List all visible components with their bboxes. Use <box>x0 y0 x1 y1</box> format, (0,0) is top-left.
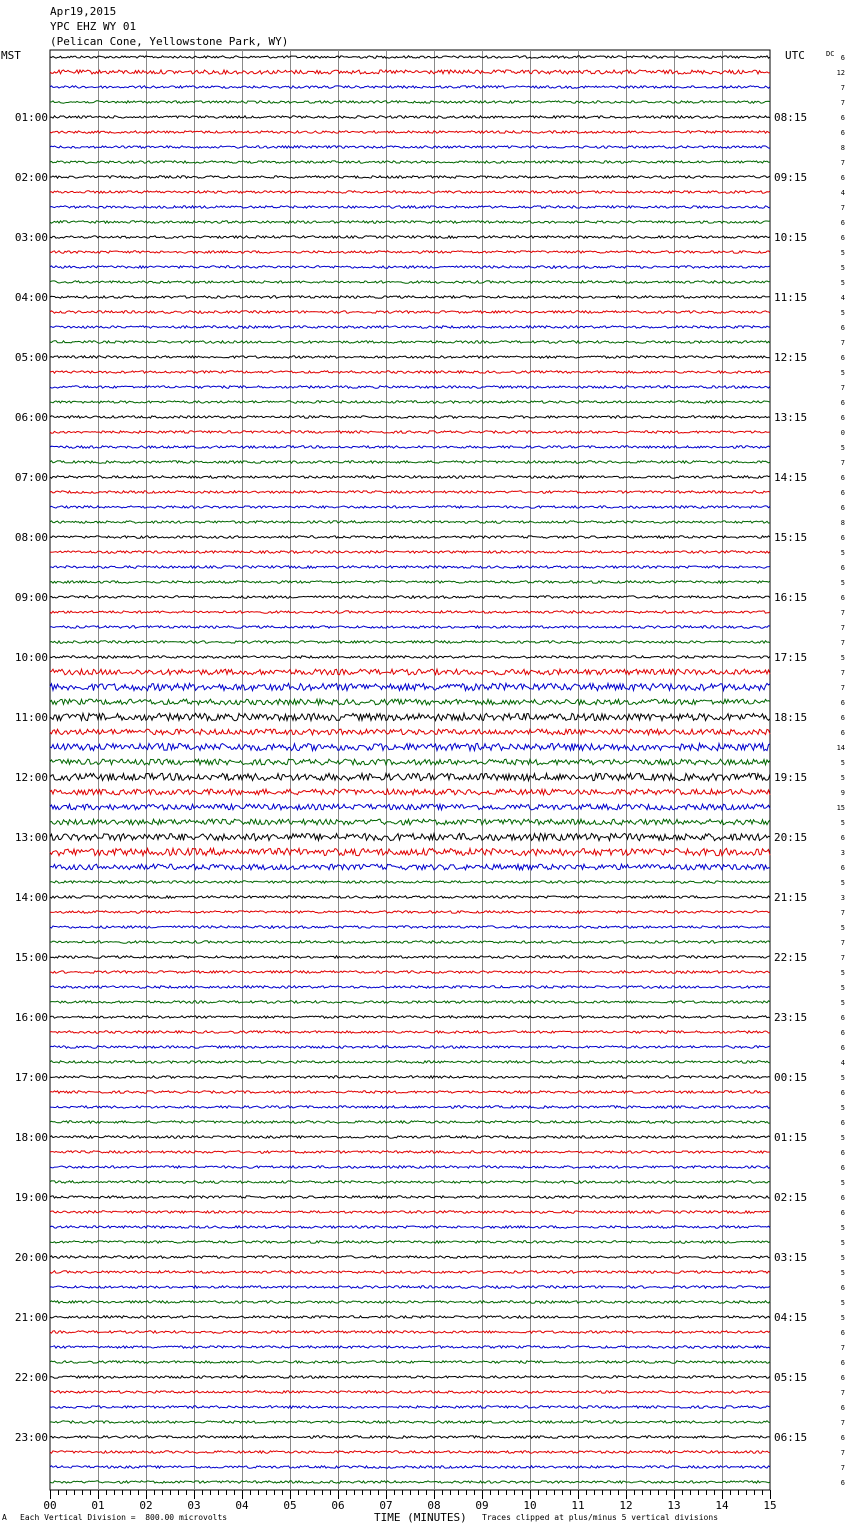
dc-offset-value: 8 <box>840 519 845 527</box>
mst-hour-label: 16:00 <box>14 1011 48 1024</box>
mst-hour-label: 11:00 <box>14 711 48 724</box>
dc-offset-value: 5 <box>840 969 845 977</box>
seismic-trace <box>50 896 770 898</box>
seismic-trace <box>50 1376 770 1378</box>
dc-offset-value: 5 <box>840 369 845 377</box>
seismic-trace <box>50 176 770 178</box>
dc-offset-value: 7 <box>840 1449 845 1457</box>
seismic-trace <box>50 911 770 913</box>
utc-hour-label: 08:15 <box>774 111 808 124</box>
utc-hour-label: 01:15 <box>774 1131 808 1144</box>
seismic-trace <box>50 864 770 870</box>
dc-offset-value: 6 <box>840 1044 845 1052</box>
dc-offset-value: 7 <box>840 1419 845 1427</box>
seismic-trace <box>50 281 770 283</box>
seismic-trace <box>50 1016 770 1018</box>
dc-offset-value: 6 <box>840 174 845 182</box>
dc-offset-value: 6 <box>840 864 845 872</box>
dc-offset-value: 6 <box>840 474 845 482</box>
dc-offset-value: 6 <box>840 324 845 332</box>
x-tick-label: 06 <box>331 1499 345 1512</box>
dc-offset-value: 7 <box>840 684 845 692</box>
dc-offset-value: 7 <box>840 624 845 632</box>
seismic-trace <box>50 206 770 208</box>
seismic-trace <box>50 401 770 403</box>
dc-header-label: DC <box>826 50 835 58</box>
dc-offset-value: 6 <box>840 1014 845 1022</box>
mst-hour-label: 08:00 <box>14 531 48 544</box>
dc-offset-value: 5 <box>840 774 845 782</box>
dc-offset-value: 6 <box>840 489 845 497</box>
mst-hour-label: 19:00 <box>14 1191 48 1204</box>
dc-offset-value: 5 <box>840 1074 845 1082</box>
seismic-trace <box>50 1166 770 1168</box>
seismic-trace <box>50 491 770 493</box>
dc-offset-value: 5 <box>840 759 845 767</box>
station-code: YPC EHZ WY 01 <box>50 20 137 33</box>
utc-hour-label: 13:15 <box>774 411 808 424</box>
dc-offset-value: 6 <box>840 504 845 512</box>
dc-offset-value: 5 <box>840 444 845 452</box>
seismic-trace <box>50 1451 770 1453</box>
seismic-trace <box>50 146 770 148</box>
dc-offset-value: 7 <box>840 1389 845 1397</box>
seismic-trace <box>50 611 770 613</box>
seismic-trace <box>50 626 770 628</box>
dc-offset-value: 5 <box>840 879 845 887</box>
dc-offset-value: 7 <box>840 1464 845 1472</box>
dc-offset-value: 7 <box>840 639 845 647</box>
x-tick-label: 15 <box>763 1499 777 1512</box>
dc-offset-value: 5 <box>840 654 845 662</box>
mst-hour-label: 12:00 <box>14 771 48 784</box>
seismic-trace <box>50 371 770 373</box>
mst-hour-label: 06:00 <box>14 411 48 424</box>
x-tick-label: 10 <box>523 1499 537 1512</box>
seismic-trace <box>50 1031 770 1033</box>
x-tick-label: 11 <box>571 1499 585 1512</box>
x-tick-label: 00 <box>43 1499 57 1512</box>
mst-hour-label: 01:00 <box>14 111 48 124</box>
seismic-trace <box>50 221 770 223</box>
seismic-trace <box>50 773 770 780</box>
seismic-trace <box>50 236 770 238</box>
station-location: (Pelican Cone, Yellowstone Park, WY) <box>50 35 289 48</box>
dc-offset-value: 5 <box>840 309 845 317</box>
utc-hour-label: 21:15 <box>774 891 808 904</box>
seismic-trace <box>50 1001 770 1003</box>
seismic-trace <box>50 1136 770 1138</box>
seismic-trace <box>50 161 770 163</box>
seismic-trace <box>50 476 770 478</box>
dc-offset-value: 8 <box>840 144 845 152</box>
dc-offset-value: 5 <box>840 924 845 932</box>
x-tick-label: 04 <box>235 1499 249 1512</box>
seismic-trace <box>50 669 770 675</box>
seismic-trace <box>50 729 770 735</box>
mst-hour-label: 10:00 <box>14 651 48 664</box>
x-tick-label: 13 <box>667 1499 681 1512</box>
seismic-trace <box>50 1286 770 1288</box>
dc-offset-value: 7 <box>840 954 845 962</box>
dc-offset-value: 6 <box>840 219 845 227</box>
seismic-trace <box>50 446 770 448</box>
mst-hour-label: 18:00 <box>14 1131 48 1144</box>
seismic-trace <box>50 1091 770 1093</box>
dc-offset-value: 6 <box>840 564 845 572</box>
seismic-trace <box>50 804 770 810</box>
scale-note: Each Vertical Division = 800.00 microvolts <box>20 1513 228 1522</box>
plot-date: Apr19,2015 <box>50 5 117 18</box>
mst-hour-label: 04:00 <box>14 291 48 304</box>
mst-hour-label: 17:00 <box>14 1071 48 1084</box>
dc-offset-value: 7 <box>840 909 845 917</box>
seismic-trace <box>50 986 770 988</box>
dc-offset-value: 6 <box>840 399 845 407</box>
dc-offset-value: 6 <box>840 234 845 242</box>
utc-hour-label: 15:15 <box>774 531 808 544</box>
x-tick-label: 07 <box>379 1499 393 1512</box>
utc-hour-label: 00:15 <box>774 1071 808 1084</box>
dc-offset-value: 5 <box>840 279 845 287</box>
seismic-trace <box>50 1106 770 1108</box>
utc-hour-label: 06:15 <box>774 1431 808 1444</box>
dc-offset-value: 7 <box>840 159 845 167</box>
seismic-trace <box>50 416 770 418</box>
dc-offset-value: 7 <box>840 204 845 212</box>
seismic-trace <box>50 699 770 705</box>
mst-hour-label: 15:00 <box>14 951 48 964</box>
seismic-trace <box>50 1196 770 1198</box>
dc-offset-value: 6 <box>840 1089 845 1097</box>
dc-offset-value: 7 <box>840 669 845 677</box>
seismic-trace <box>50 1241 770 1243</box>
seismic-trace <box>50 881 770 883</box>
x-tick-label: 14 <box>715 1499 729 1512</box>
seismic-trace <box>50 759 770 765</box>
dc-offset-value: 6 <box>840 1164 845 1172</box>
seismic-trace <box>50 941 770 943</box>
seismic-trace <box>50 1271 770 1273</box>
dc-offset-value: 5 <box>840 549 845 557</box>
x-tick-label: 01 <box>91 1499 105 1512</box>
dc-offset-value: 6 <box>840 699 845 707</box>
dc-offset-value: 5 <box>840 1299 845 1307</box>
seismic-trace <box>50 386 770 388</box>
dc-offset-value: 6 <box>840 414 845 422</box>
clip-note: Traces clipped at plus/minus 5 vertical divisions <box>482 1513 719 1522</box>
mst-hour-label: 23:00 <box>14 1431 48 1444</box>
dc-offset-value: 7 <box>840 939 845 947</box>
seismic-trace <box>50 1256 770 1258</box>
dc-offset-value: 6 <box>840 1119 845 1127</box>
mst-hour-label: 09:00 <box>14 591 48 604</box>
x-tick-label: 08 <box>427 1499 441 1512</box>
dc-offset-value: 5 <box>840 1104 845 1112</box>
mst-hour-label: 20:00 <box>14 1251 48 1264</box>
seismic-trace <box>50 1436 770 1438</box>
dc-offset-value: 6 <box>840 729 845 737</box>
utc-hour-label: 04:15 <box>774 1311 808 1324</box>
utc-hour-label: 02:15 <box>774 1191 808 1204</box>
seismic-trace <box>50 1421 770 1423</box>
x-tick-label: 05 <box>283 1499 297 1512</box>
seismic-trace <box>50 56 770 58</box>
dc-offset-value: 6 <box>840 1374 845 1382</box>
dc-offset-value: 6 <box>840 1284 845 1292</box>
seismic-trace <box>50 191 770 193</box>
seismic-trace <box>50 1151 770 1153</box>
utc-hour-label: 16:15 <box>774 591 808 604</box>
dc-offset-value: 7 <box>840 339 845 347</box>
dc-offset-value: 5 <box>840 249 845 257</box>
utc-hour-label: 20:15 <box>774 831 808 844</box>
seismic-trace <box>50 1181 770 1183</box>
seismic-trace <box>50 101 770 103</box>
seismic-trace <box>50 683 770 690</box>
seismic-trace <box>50 1361 770 1363</box>
seismic-trace <box>50 819 770 825</box>
utc-hour-label: 19:15 <box>774 771 808 784</box>
seismic-trace <box>50 581 770 583</box>
dc-offset-value: 7 <box>840 84 845 92</box>
dc-offset-value: 6 <box>840 534 845 542</box>
seismic-trace <box>50 956 770 958</box>
dc-offset-value: 5 <box>840 264 845 272</box>
dc-offset-value: 5 <box>840 819 845 827</box>
seismic-trace <box>50 596 770 598</box>
seismic-trace <box>50 1346 770 1348</box>
seismic-trace <box>50 86 770 88</box>
dc-offset-value: 0 <box>840 429 845 437</box>
utc-hour-label: 12:15 <box>774 351 808 364</box>
x-axis-title: TIME (MINUTES) <box>374 1511 467 1524</box>
mst-hour-label: 13:00 <box>14 831 48 844</box>
seismic-trace <box>50 1406 770 1408</box>
dc-offset-value: 6 <box>840 594 845 602</box>
dc-offset-value: 5 <box>840 1224 845 1232</box>
seismic-trace <box>50 1211 770 1213</box>
seismic-trace <box>50 311 770 313</box>
dc-offset-value: 6 <box>840 54 845 62</box>
dc-offset-value: 6 <box>840 354 845 362</box>
dc-offset-value: 7 <box>840 609 845 617</box>
dc-offset-value: 5 <box>840 1134 845 1142</box>
mst-hour-label: 03:00 <box>14 231 48 244</box>
seismic-trace <box>50 356 770 358</box>
dc-offset-value: 6 <box>840 1029 845 1037</box>
seismic-trace <box>50 326 770 328</box>
dc-offset-value: 7 <box>840 1344 845 1352</box>
dc-offset-value: 6 <box>840 1479 845 1487</box>
utc-hour-label: 09:15 <box>774 171 808 184</box>
seismic-trace <box>50 536 770 538</box>
dc-offset-value: 5 <box>840 1314 845 1322</box>
utc-hour-label: 17:15 <box>774 651 808 664</box>
utc-hour-label: 05:15 <box>774 1371 808 1384</box>
seismic-trace <box>50 1391 770 1393</box>
utc-hour-label: 22:15 <box>774 951 808 964</box>
seismic-trace <box>50 551 770 553</box>
seismic-trace <box>50 833 770 840</box>
dc-offset-value: 4 <box>840 189 845 197</box>
dc-offset-value: 7 <box>840 459 845 467</box>
seismic-trace <box>50 506 770 508</box>
seismic-trace <box>50 251 770 253</box>
seismic-trace <box>50 266 770 268</box>
utc-hour-label: 03:15 <box>774 1251 808 1264</box>
seismic-trace <box>50 1061 770 1063</box>
seismic-trace <box>50 521 770 523</box>
seismic-trace <box>50 566 770 568</box>
seismic-trace <box>50 1121 770 1123</box>
corner-mark: A <box>2 1513 7 1522</box>
mst-hour-label: 07:00 <box>14 471 48 484</box>
seismic-trace <box>50 743 770 750</box>
utc-hour-label: 14:15 <box>774 471 808 484</box>
seismic-trace <box>50 1046 770 1048</box>
dc-offset-value: 7 <box>840 384 845 392</box>
mst-hour-label: 14:00 <box>14 891 48 904</box>
seismic-trace <box>50 971 770 973</box>
seismic-trace <box>50 1466 770 1468</box>
seismic-trace <box>50 1481 770 1483</box>
utc-hour-label: 11:15 <box>774 291 808 304</box>
dc-offset-value: 12 <box>836 69 845 77</box>
seismic-trace <box>50 461 770 463</box>
seismic-trace <box>50 789 770 795</box>
mst-hour-label: 21:00 <box>14 1311 48 1324</box>
seismic-trace <box>50 341 770 343</box>
dc-offset-value: 4 <box>840 1059 845 1067</box>
dc-offset-value: 5 <box>840 984 845 992</box>
dc-offset-value: 5 <box>840 1254 845 1262</box>
dc-offset-value: 9 <box>840 789 845 797</box>
utc-hour-label: 10:15 <box>774 231 808 244</box>
left-timezone-label: MST <box>1 49 21 62</box>
seismic-trace <box>50 131 770 133</box>
seismic-trace <box>50 431 770 433</box>
x-tick-label: 09 <box>475 1499 489 1512</box>
dc-offset-value: 15 <box>836 804 845 812</box>
dc-offset-value: 6 <box>840 1434 845 1442</box>
dc-offset-value: 5 <box>840 999 845 1007</box>
dc-offset-value: 5 <box>840 1269 845 1277</box>
dc-offset-value: 7 <box>840 99 845 107</box>
seismic-trace <box>50 70 770 74</box>
utc-hour-label: 23:15 <box>774 1011 808 1024</box>
dc-offset-value: 4 <box>840 294 845 302</box>
seismic-trace <box>50 116 770 118</box>
dc-offset-value: 14 <box>836 744 845 752</box>
utc-hour-label: 18:15 <box>774 711 808 724</box>
dc-offset-value: 6 <box>840 1404 845 1412</box>
seismic-trace <box>50 1076 770 1078</box>
seismic-trace <box>50 1316 770 1318</box>
dc-offset-value: 6 <box>840 114 845 122</box>
dc-offset-value: 6 <box>840 714 845 722</box>
dc-offset-value: 6 <box>840 834 845 842</box>
seismic-trace <box>50 296 770 298</box>
dc-offset-value: 5 <box>840 1179 845 1187</box>
seismic-trace <box>50 1226 770 1228</box>
seismic-trace <box>50 1301 770 1303</box>
dc-offset-value: 6 <box>840 129 845 137</box>
mst-hour-label: 22:00 <box>14 1371 48 1384</box>
x-tick-label: 12 <box>619 1499 633 1512</box>
dc-offset-value: 3 <box>840 894 845 902</box>
seismic-trace <box>50 713 770 720</box>
dc-offset-value: 6 <box>840 1359 845 1367</box>
x-tick-label: 02 <box>139 1499 153 1512</box>
right-timezone-label: UTC <box>785 49 805 62</box>
dc-offset-value: 3 <box>840 849 845 857</box>
mst-hour-label: 05:00 <box>14 351 48 364</box>
x-tick-label: 03 <box>187 1499 201 1512</box>
dc-offset-value: 6 <box>840 1209 845 1217</box>
seismic-trace <box>50 1331 770 1333</box>
dc-offset-value: 6 <box>840 1149 845 1157</box>
dc-offset-value: 6 <box>840 1194 845 1202</box>
seismic-trace <box>50 641 770 643</box>
seismic-trace <box>50 848 770 855</box>
dc-offset-value: 6 <box>840 1329 845 1337</box>
dc-offset-value: 5 <box>840 1239 845 1247</box>
seismic-trace <box>50 926 770 928</box>
mst-hour-label: 02:00 <box>14 171 48 184</box>
dc-offset-value: 5 <box>840 579 845 587</box>
seismic-trace <box>50 656 770 658</box>
